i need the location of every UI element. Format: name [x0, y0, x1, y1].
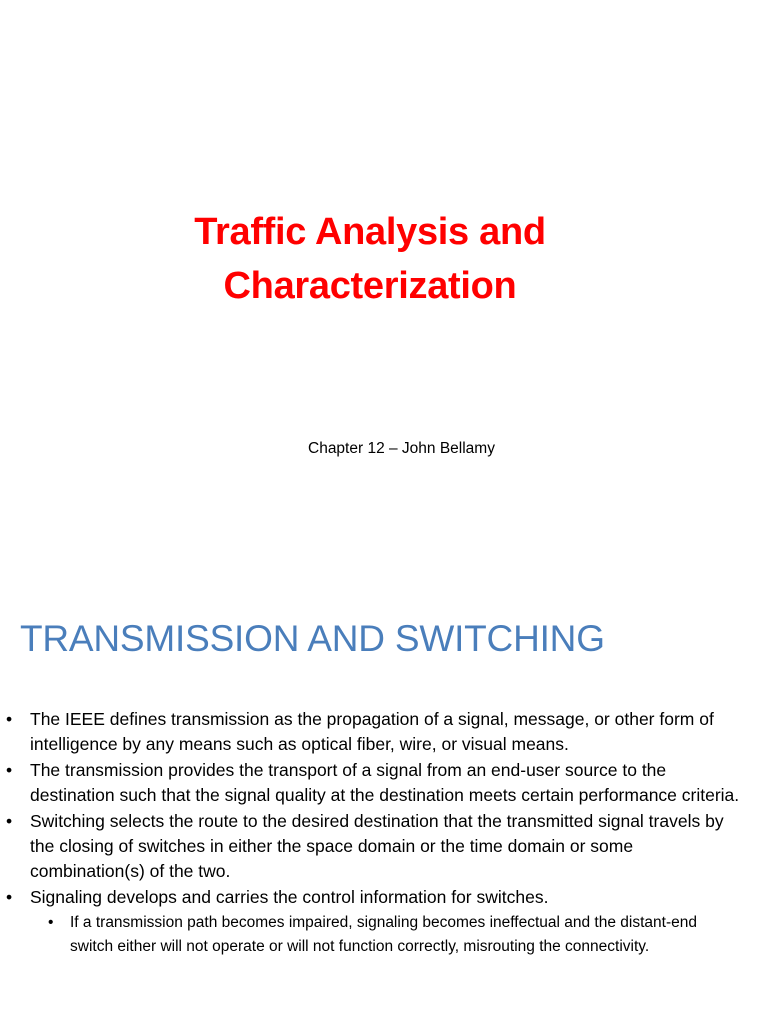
slide-title	[0, 205, 740, 313]
content-slide	[0, 576, 768, 1024]
title-line-1: Traffic Analysis and	[194, 211, 546, 253]
slide-subtitle: Chapter 12 – John Bellamy	[308, 440, 495, 457]
bullet-text: Signaling develops and carries the control information for switches.	[30, 886, 549, 907]
slide-heading: TRANSMISSION AND SWITCHING	[20, 618, 605, 659]
bullet-list	[0, 707, 740, 958]
sub-bullet-list	[30, 911, 740, 958]
sub-bullet-item: • If a transmission path becomes impaired, signaling becomes ineffectual and the distant-end switch either will not operate or will not function correctly, misrouting the connectivity.	[30, 911, 740, 958]
bullet-item-signaling	[0, 885, 740, 958]
bullet-item: • The IEEE defines transmission as the propagation of a signal, message, or other form of intelligence by any means such as optical fiber, wire, or visual means.	[0, 707, 740, 758]
title-line-2: Characterization	[223, 265, 517, 307]
bullet-item: • The transmission provides the transport of a signal from an end-user source to the destination such that the signal quality at the destination meets certain performance criteria.	[0, 758, 740, 809]
bullet-item: • Switching selects the route to the desired destination that the transmitted signal travels by the closing of switches in either the space domain or the time domain or some combination(s) of the two.	[0, 809, 740, 885]
